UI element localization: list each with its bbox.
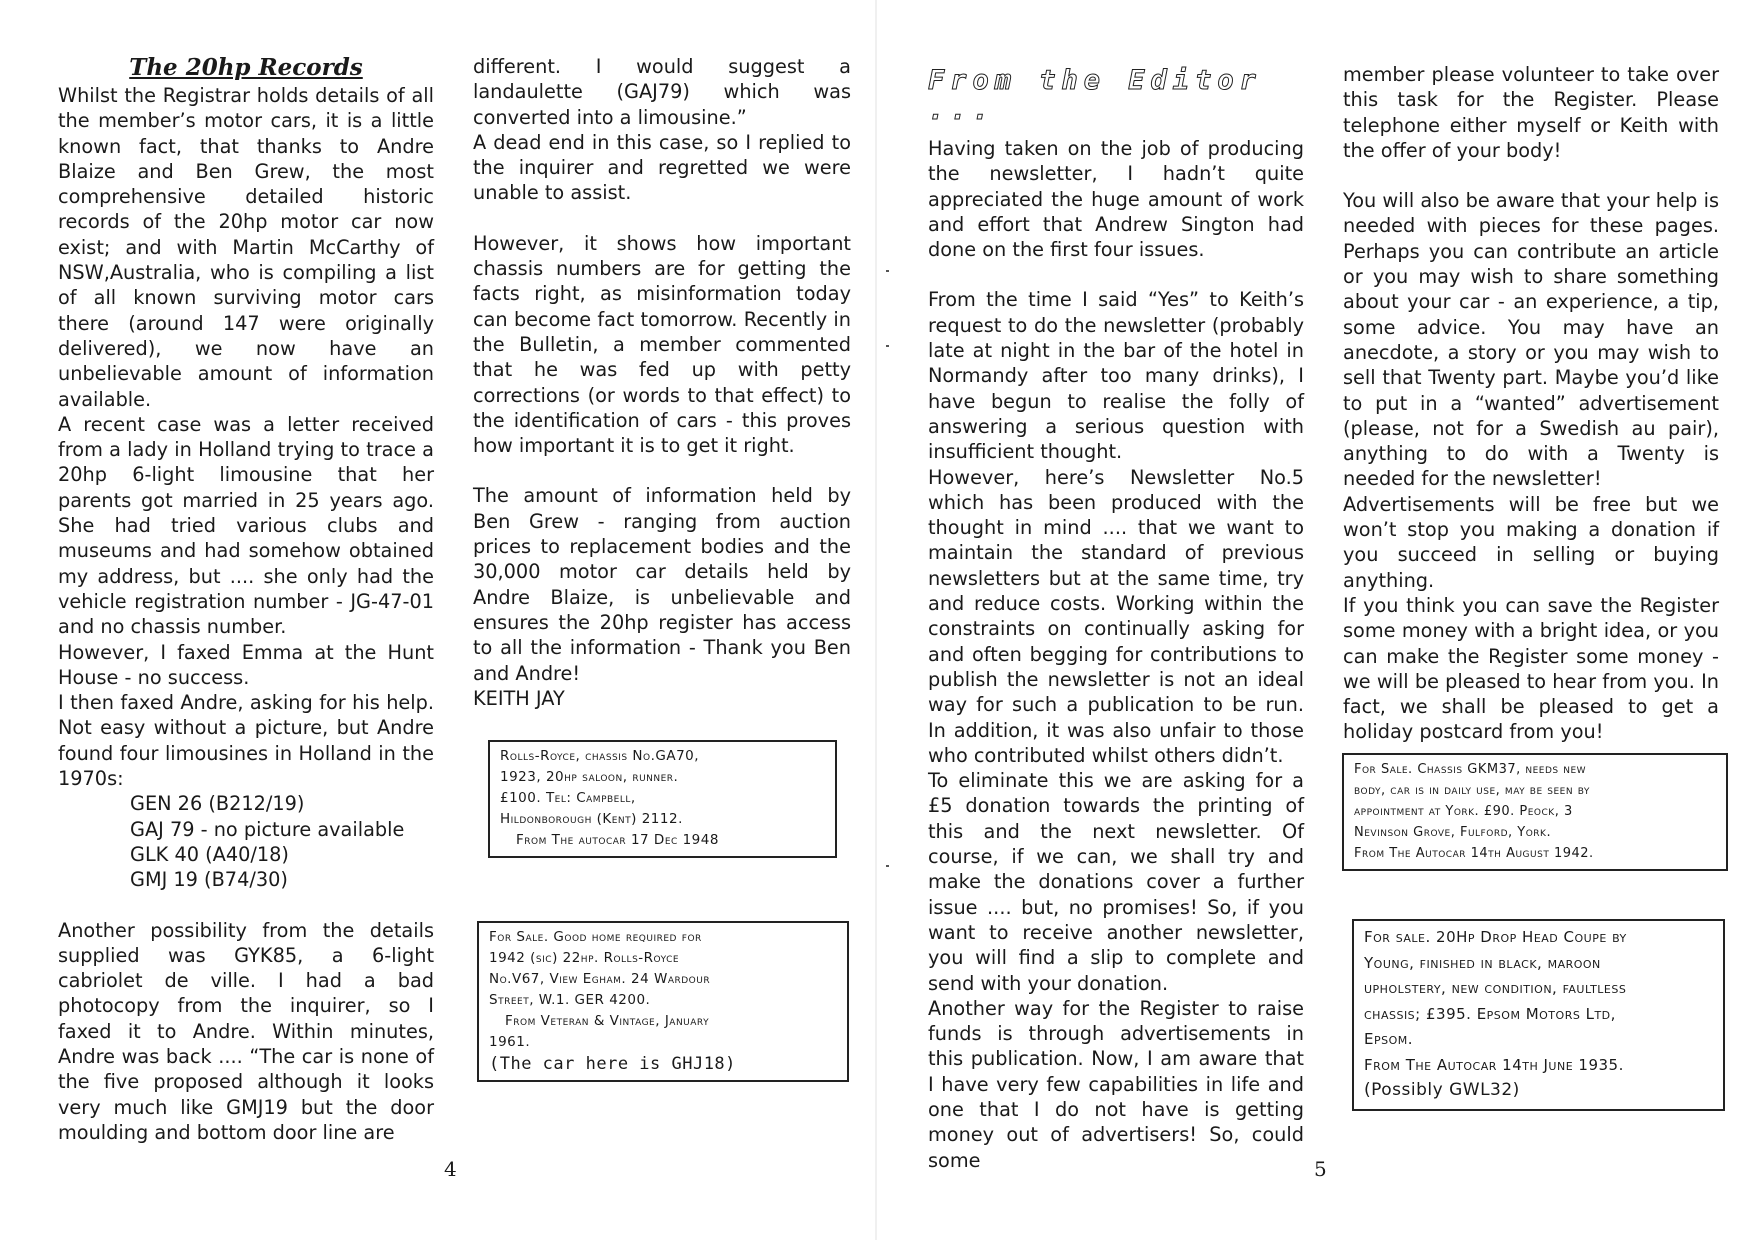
ad-line: £100. Tel: Campbell, xyxy=(500,790,636,806)
ad-line: Hildonborough (Kent) 2112. xyxy=(500,811,683,827)
ad-line: 1961. xyxy=(489,1034,531,1050)
ad-line: Street, W.1. GER 4200. xyxy=(489,992,651,1008)
records-paragraph: Whilst the Registrar holds details of all the member’s motor cars, it is a little known fact, that thanks to Andre Blaize and Ben Grew, the most comprehensive detailed historic records of the 20hp motor car now exist; and with Martin McCarthy of NSW,Australia, who is compiling a list of all known surviving motor cars there (around 147 were originally delivered), we now have an unbelievable amount of information available. xyxy=(58,84,434,411)
page-number: 4 xyxy=(444,1157,457,1181)
editor-paragraph: Having taken on the job of producing the newsletter, I hadn’t quite appreciated the huge amount of work and effort that Andrew Sington had done on the first four issues. xyxy=(928,137,1304,262)
signature: KEITH JAY xyxy=(473,686,565,710)
ad-line: No.V67, View Egham. 24 Wardour xyxy=(489,971,711,987)
ad-source: From Veteran & Vintage, January xyxy=(505,1013,710,1029)
records-column-2 xyxy=(473,54,851,711)
registration-item: GLK 40 (A40/18) xyxy=(130,842,289,866)
editor-paragraph: However, here’s Newsletter No.5 which has been produced with the thought in mind .... that we want to maintain the standard of previous newsletters but at the same time, try and reduce costs. Working within the constraints on continually asking for and often begging for contributions to publish the newsletter is not an ideal way for such a publication to be run. In addition, it was also unfair to those who contributed whilst others didn’t. xyxy=(928,465,1304,767)
records-paragraph: Another possibility from the details supplied was GYK85, a 6-light cabriolet de ville. I had a bad photocopy from the inquirer, so I faxed it to Andre. Within minutes, Andre was back .... “The car is none of the five proposed although it looks very much like GMJ19 but the door moulding and bottom door line are xyxy=(58,918,434,1144)
editor-title: From the Editor ... xyxy=(928,65,1262,126)
ad-line: 1923, 20hp saloon, runner. xyxy=(500,769,679,785)
ad-source: From The autocar 17 Dec 1948 xyxy=(516,832,719,848)
scan-speck xyxy=(886,270,889,272)
editor-paragraph: To eliminate this we are asking for a £5 donation towards the printing of this and the next newsletter. Of course, if we can, we shall try and make the donations cover a further issue .... but, no promises! So, if you want to receive another newsletter, you will find a slip to complete and send with your donation. xyxy=(928,769,1304,995)
ad-line: Epsom. xyxy=(1364,1030,1414,1048)
registration-item: GMJ 19 (B74/30) xyxy=(130,868,288,892)
editor-column-2 xyxy=(1343,62,1719,745)
page-number: 5 xyxy=(1314,1157,1327,1181)
registration-item: GEN 26 (B212/19) xyxy=(130,792,305,816)
editor-paragraph: From the time I said “Yes” to Keith’s request to do the newsletter (probably late at night in the bar of the hotel in Normandy after too many drinks), I have begun to realise the folly of answering a serious question with insufficient thought. xyxy=(928,288,1304,464)
ad-line: Young, finished in black, maroon xyxy=(1364,953,1601,972)
editor-paragraph: You will also be aware that your help is needed with pieces for these pages. Perhaps you can contribute an article or you may wish to share something about your car - an experience, a tip, some advice. You may have an anecdote, a story or you may wish to sell that Twenty part. Maybe you’d like to put in a “wanted” advertisement (please, not for a Swedish au pair), anything to do with a Twenty is needed for the newsletter! xyxy=(1343,189,1719,491)
records-paragraph: different. I would suggest a landaulette (GAJ79) which was converted into a limousine.” xyxy=(473,55,851,129)
records-column-1 xyxy=(58,54,434,1145)
ad-line: Rolls-Royce, chassis No.GA70, xyxy=(500,748,700,764)
records-paragraph: The amount of information held by Ben Grew - ranging from auction prices to replacement bodies and the 30,000 motor car details held by Andre Blaize, is unbelievable and ensures the 20hp register has access to all the information - Thank you Ben and Andre! xyxy=(473,484,851,685)
ad-line: For Sale. Chassis GKM37, needs new xyxy=(1354,762,1587,777)
editor-paragraph: If you think you can save the Register some money with a bright idea, or you can make the Register some money - we will be pleased to hear from you. In fact, we shall be pleased to get a holiday postcard from you! xyxy=(1343,593,1719,744)
ad-note: (The car here is GHJ18) xyxy=(489,1054,736,1074)
records-paragraph: A dead end in this case, so I replied to the inquirer and regretted we were unable to assist. xyxy=(473,130,851,205)
registration-list xyxy=(130,791,434,892)
ad-line: body, car is in daily use, may be seen by xyxy=(1354,783,1590,798)
classified-ad-rolls-royce xyxy=(488,740,837,858)
editor-paragraph: Another way for the Register to raise funds is through advertisements in this publication. Now, I am aware that I have very few capabilities in life and one that I do not have is getting money out of advertisers! So, could some xyxy=(928,996,1304,1172)
ad-line: chassis; £395. Epsom Motors Ltd, xyxy=(1364,1004,1616,1023)
scan-speck xyxy=(886,345,889,347)
classified-ad-gkm37 xyxy=(1342,753,1728,871)
classified-ad-good-home xyxy=(477,921,849,1082)
ad-note: (Possibly GWL32) xyxy=(1364,1080,1520,1100)
records-paragraph: However, it shows how important chassis numbers are for getting the facts right, as misinformation today can become fact tomorrow. Recently in the Bulletin, a member commented that he was fed up with petty corrections (or words to that effect) to the identification of cars - this proves how important it is to get it right. xyxy=(473,231,851,458)
scan-speck xyxy=(886,865,889,867)
ad-line: Nevinson Grove, Fulford, York. xyxy=(1354,825,1552,840)
ad-source: From The Autocar 14th June 1935. xyxy=(1364,1055,1624,1074)
ad-line: For Sale. Good home required for xyxy=(489,929,702,945)
records-paragraph: A recent case was a letter received from a lady in Holland trying to trace a 20hp 6-light limousine that her parents got married in 25 years ago. She had tried various clubs and museums and had somehow obtained my address, but .... she only had the vehicle registration number - JG-47-01 and no chassis number. xyxy=(58,412,434,639)
editor-column-1 xyxy=(928,54,1304,1173)
editor-paragraph: Advertisements will be free but we won’t stop you making a donation if you succeed in selling or buying anything. xyxy=(1343,492,1719,592)
records-title: The 20hp Records xyxy=(129,54,363,81)
ad-line: For sale. 20Hp Drop Head Coupe by xyxy=(1364,928,1627,946)
ad-line: appointment at York. £90. Peock, 3 xyxy=(1354,804,1573,819)
records-paragraph: I then faxed Andre, asking for his help. Not easy without a picture, but Andre found four limousines in Holland in the 1970s: xyxy=(58,691,434,791)
ad-line: upholstery, new condition, faultless xyxy=(1364,979,1627,997)
ad-line: 1942 (sic) 22hp. Rolls-Royce xyxy=(489,950,680,966)
records-paragraph: However, I faxed Emma at the Hunt House - no success. xyxy=(58,640,434,689)
ad-source: From The Autocar 14th August 1942. xyxy=(1354,846,1594,861)
registration-item: GAJ 79 - no picture available xyxy=(130,817,405,841)
editor-paragraph: member please volunteer to take over this task for the Register. Please telephone either myself or Keith with the offer of your body! xyxy=(1343,63,1719,162)
classified-ad-drop-head-coupe xyxy=(1352,919,1725,1111)
